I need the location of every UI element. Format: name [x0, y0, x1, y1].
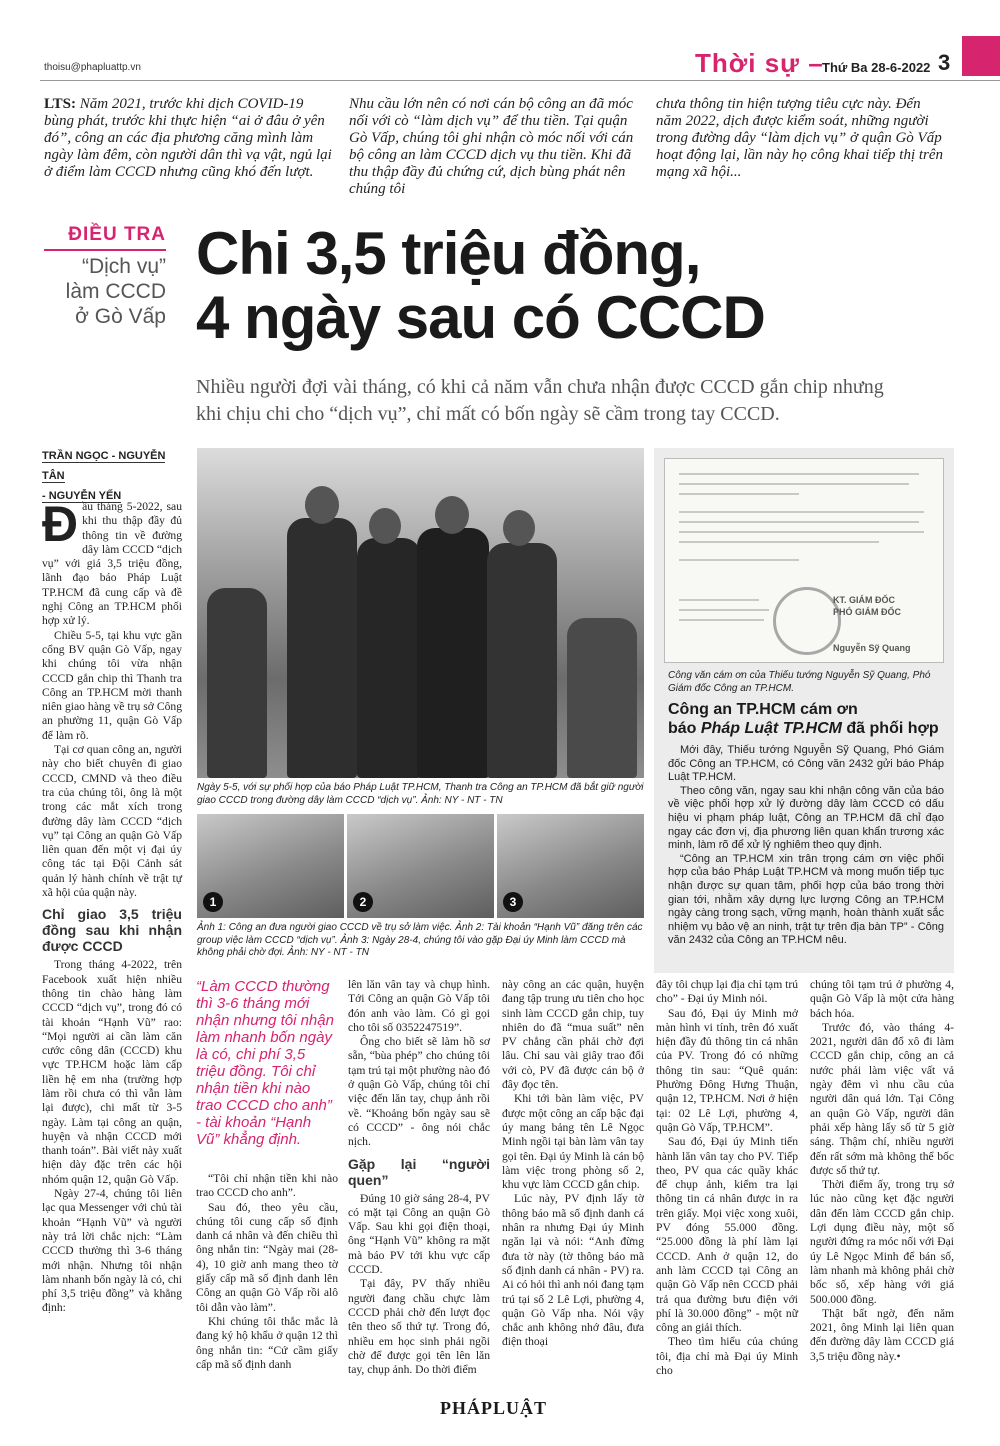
paragraph: “Công an TP.HCM xin trân trọng cám ơn việc phối hợp của báo Pháp Luật TP.HCM và mong muốn tiếp tục nhận được sự quan tâm, phối hợp của báo trong thời gian tới, nhằm xây dựng lực lượng Công an TP.HCM ngày càng trong sạch, vững mạnh, hoàn thành xuất sắc nhiệm vụ bảo vệ an ninh, trật tự trên địa bàn TP” - Công văn 2432 của Công an TP.HCM nêu.	[668, 852, 944, 947]
paragraph: Trong tháng 4-2022, trên Facebook xuất hiện nhiều thông tin chào hàng làm CCCD “dịch vụ”, trong đó có tài khoản “Hạnh Vũ” rao: “Mọi người ai cần làm căn cước công dân (CCCD) khu vực TP.HCM hoặc làm cấp liền hệ em nha (trường hợp làm rồi chưa có thì vẫn làm lại được), chi mất từ 3-5 ngày. Làm tại công an quận, huyện và nhận CCCD mới thanh toán”. Bài viết này xuất hiện dày đặc trên các hội nhóm quận 12, quận Gò Vấp.	[42, 958, 182, 1186]
photo-figure	[287, 518, 357, 778]
paragraph: Trước đó, vào tháng 4-2021, người dân đổ xô đi làm CCCD gắn chip, công an cả nước phải làm việc vất vả ngày đêm vì nhu cầu của người dân quá lớn. Tại Công an quận Gò Vấp, người dân phải xếp hàng lấy số từ 5 giờ sáng. Thậm chí, nhiều người đến rất sớm mà không thể bốc được số thứ tự.	[810, 1020, 954, 1177]
photo-figure-head	[503, 510, 535, 546]
series-title-line-1: “Dịch vụ”	[81, 255, 166, 278]
official-letter-photo	[664, 458, 944, 663]
paragraph: Ngày 27-4, chúng tôi liên lạc qua Messenger với chủ tài khoản “Hạnh Vũ” và người này trả lời chắc nịch: “Làm CCCD thường thì 3-6 tháng mới nhận. Nhưng tôi nhận làm nhanh bốn ngày là có, chi phí 3,5 triệu đồng” và khẳng định:	[42, 1187, 182, 1315]
photo-number-badge: 2	[353, 892, 373, 912]
paragraph: lên lăn vân tay và chụp hình. Tới Công an quận Gò Vấp tôi đón anh vào làm. Có gì gọi cho tôi số 0352247519”.	[348, 978, 490, 1034]
photo-figure	[487, 543, 557, 778]
photo-figure-head	[435, 496, 469, 534]
paragraph: Lúc này, PV định lấy tờ thông báo mã số định danh cá nhân ra nhưng Đại úy Minh ngăn lại và nói: “Anh đừng đưa tờ này (tờ thông báo mã số định danh cá nhân - PV) ra. Ai có hỏi thì anh nói đang tạm trú tại số 2 Lê Lợi, phường 4, quận Gò Vấp nha. Nói vậy chắc anh không nhớ đâu, đưa điện thoại	[502, 1192, 644, 1349]
document-text-line	[679, 483, 909, 485]
signer-title: PHÓ GIÁM ĐỐC	[833, 607, 902, 617]
headline-line-1: Chi 3,5 triệu đồng,	[196, 220, 701, 287]
headline	[196, 222, 765, 350]
box-title	[668, 700, 948, 738]
byline-line-2: - NGUYỄN YẾN	[42, 490, 122, 502]
paragraph: Tại cơ quan công an, người này cho biết chuyên đi giao CCCD, CMND và theo điều tra của chúng tôi, ông là một trong các mắt xích trong đường dây làm CCCD “dịch vụ” tại Công an quận Gò Vấp liên quan đến một vị đại úy công tác tại Đội Cảnh sát quản lý hành chính về trật tự xã hội của quận này.	[42, 743, 182, 900]
box-title-line-2	[668, 719, 948, 738]
photo-2	[347, 814, 494, 918]
series-title-line-2: làm CCCD	[65, 280, 166, 303]
document-text-line	[679, 511, 924, 513]
paragraph: Chiều 5-5, tại khu vực gần cổng BV quận Gò Vấp, ngay khi chúng tôi vừa nhận CCCD gắn chip thì Thanh tra Công an TP.HCM mời thanh niên giao hàng về trụ sở Công an phường 11, quận Gò Vấp để làm rõ.	[42, 628, 182, 742]
paragraph: Sau đó, Đại úy Minh tiến hành lăn vân tay cho PV. Tiếp theo, PV qua các quầy khác để chụp ảnh, kiểm tra lại thông tin cá nhân được in ra trên giấy. Mọi việc xong xuôi, PV đóng 55.000 đồng. “25.000 đồng là phí làm lại CCCD. Anh ở quận 12, do anh làm CCCD tại Công an quận Gò Vấp nên CCCD phải trả qua đường bưu điện với phí là 30.000 đồng” - một nữ công an giải thích.	[656, 1135, 798, 1335]
small-photos-caption: Ảnh 1: Công an đưa người giao CCCD về trụ sở làm việc. Ảnh 2: Tài khoản “Hạnh Vũ” đăng trên các group việc làm CCCD “dịch vụ”. Ảnh 3: Ngày 28-4, chúng tôi vào gặp Đại úy Minh làm CCCD mà không phải chờ đợi. Ảnh: NY - NT - TN	[197, 922, 643, 958]
paragraph: ầu tháng 5-2022, sau khi thu thập đầy đủ thông tin về đường dây làm CCCD “dịch vụ” với giá 3,5 triệu đồng, lãnh đạo báo Pháp Luật TP.HCM đã cung cấp và đề nghị Công an TP.HCM phối hợp xử lý.	[42, 500, 182, 628]
section-title: Thời sự –	[695, 48, 824, 78]
document-text-line	[679, 619, 764, 621]
signer-title: KT. GIÁM ĐỐC	[833, 595, 895, 605]
sapo: Nhiều người đợi vài tháng, có khi cả năm vẫn chưa nhận được CCCD gắn chip nhưng khi chịu chi cho “dịch vụ”, chỉ mất có bốn ngày sẽ cầm trong tay CCCD.	[196, 376, 884, 425]
document-text-line	[679, 521, 919, 523]
document-text-line	[679, 541, 879, 543]
main-photo	[197, 448, 644, 778]
photo-figure	[567, 618, 637, 778]
issue-date: Thứ Ba 28-6-2022	[822, 60, 931, 75]
photo-figure	[207, 588, 267, 778]
kicker	[44, 224, 166, 329]
photo-figure	[357, 538, 421, 778]
box-title-part: báo	[668, 720, 697, 737]
paragraph: Sau đó, theo yêu cầu, chúng tôi cung cấp số định danh cá nhân và đến chiều thì ông nhắn tin: “Ngày mai (28-4), 10 giờ anh mang theo tờ giấy cấp mã số định danh lên Công an quận Gò Vấp rồi alô tôi dẫn vào làm”.	[196, 1200, 338, 1314]
photo-number-badge: 1	[203, 892, 223, 912]
newspaper-logo: PHÁPLUẬT	[440, 1398, 547, 1418]
body-column-6	[810, 978, 954, 1364]
photo-figure	[417, 528, 489, 778]
newspaper-name: Pháp Luật TP.HCM	[700, 720, 842, 737]
document-text-line	[679, 493, 799, 495]
photo-figure-head	[305, 486, 339, 524]
paragraph: Theo tìm hiểu của chúng tôi, địa chỉ mà Đại úy Minh cho	[656, 1335, 798, 1378]
lts-column-1	[44, 96, 334, 181]
section-tab	[962, 36, 1000, 76]
lts-column-2: Nhu cầu lớn nên có nơi cán bộ công an đã móc nối với cò “làm dịch vụ” để thu tiền. Tại quận Gò Vấp, chúng tôi ghi nhận cò móc nối với cán bộ công an làm CCCD dịch vụ thu tiền. Khi đã thu thập đầy đủ chứng cứ, dịch bùng phát nên chúng tôi	[349, 96, 634, 197]
document-text-line	[679, 473, 919, 475]
kicker-tag: ĐIỀU TRA	[68, 224, 166, 245]
series-title-line-3: ở Gò Vấp	[75, 305, 166, 328]
document-text-line	[679, 559, 799, 561]
photo-figure-head	[369, 508, 401, 544]
paragraph: Tại đây, PV thấy nhiều người đang chầu chực làm CCCD phải chờ đến lượt đọc tên theo số thứ tự. Trong đó, nhiều em học sinh phải ngồi chờ để được gọi tên lên lăn tay, chụp ảnh. Do thời điểm	[348, 1277, 490, 1377]
paragraph: Thật bất ngờ, đến năm 2021, ông Minh lại liên quan đến đường dây làm CCCD giá 3,5 triệu đồng này.•	[810, 1306, 954, 1363]
paragraph: này công an các quận, huyện đang tập trung ưu tiên cho học sinh làm CCCD gắn chip, tuy nhiên do đã “mua suất” nên PV chẳng cần phải chờ đợi lâu. Chỉ sau vài giây trao đổi với cò, PV đã được cán bộ ở đây đọc tên.	[502, 978, 644, 1092]
box-photo-caption: Công văn cám ơn của Thiếu tướng Nguyễn Sỹ Quang, Phó Giám đốc Công an TP.HCM.	[668, 670, 931, 694]
photo-number-badge: 3	[503, 892, 523, 912]
body-column-3	[348, 978, 490, 1377]
paragraph: Sau đó, Đại úy Minh mở màn hình vi tính, trên đó xuất hiện đầy đủ thông tin cá nhân của PV. Trong đó có những thông tin sau: “Quê quán: Phường Đông Hưng Thuận, quận 12, TP.HCM. Nơi ở hiện tại: 02 Lê Lợi, phường 4, quận Gò Vấp, TP.HCM”.	[656, 1006, 798, 1134]
header-divider	[40, 80, 1000, 81]
paragraph: Ông cho biết sẽ làm hồ sơ sẵn, “bùa phép” cho chúng tôi tạm trú tại một phường nào đó ở quận Gò Vấp, chúng tôi chỉ việc đến lăn tay, chụp ảnh rồi về. “Khoảng bốn ngày sau sẽ có CCCD” - ông nói chắc nịch.	[348, 1035, 490, 1149]
paragraph: đây tôi chụp lại địa chỉ tạm trú cho” - Đại úy Minh nói.	[656, 978, 798, 1006]
lts-text-1: Năm 2021, trước khi dịch COVID-19 bùng phát, trước khi thực hiện “ai ở đâu ở yên đó”, công an các địa phương căng mình làm ngày làm đêm, còn người dân thì vạ vật, ngủ lại ở điểm làm CCCD nhưng cũng khó đến lượt.	[44, 96, 332, 180]
box-title-part: đã phối hợp	[846, 720, 939, 737]
photo-3	[497, 814, 644, 918]
paragraph: chúng tôi tạm trú ở phường 4, quận Gò Vấp là một cửa hàng bách hóa.	[810, 978, 954, 1020]
drop-cap: Đ	[42, 496, 79, 552]
byline-line-1: TRẦN NGỌC - NGUYỄN TÂN	[42, 450, 166, 482]
site-email: thoisu@phapluattp.vn	[44, 62, 141, 73]
paragraph: Theo công văn, ngay sau khi nhận công văn của báo về việc phối hợp xử lý đường dây làm CCCD có dấu hiệu vi phạm pháp luật, Công an TP.HCM đã chỉ đạo ngay các đơn vị, địa phương liên quan khẩn trương xác minh, làm rõ để xử lý nghiêm theo quy định.	[668, 784, 944, 852]
body-column-5	[656, 978, 798, 1378]
pull-quote: “Làm CCCD thường thì 3-6 tháng mới nhận nhưng tôi nhận làm nhanh bốn ngày là có, chi phí 3,5 triệu đồng. Tôi chỉ nhận tiền khi nào trao CCCD cho anh” - tài khoản “Hạnh Vũ” khẳng định.	[196, 978, 334, 1148]
box-body	[668, 744, 944, 948]
kicker-divider	[44, 249, 166, 251]
paragraph: Mới đây, Thiếu tướng Nguyễn Sỹ Quang, Phó Giám đốc Công an TP.HCM, có Công văn 2432 gửi báo Pháp Luật TP.HCM.	[668, 744, 944, 784]
document-text-line	[679, 599, 759, 601]
paragraph: “Tôi chỉ nhận tiền khi nào trao CCCD cho anh”.	[196, 1172, 338, 1200]
paragraph: Thời điểm ấy, trong trụ sở lúc nào cũng kẹt đặc người dân đến làm CCCD gắn chip. Lợi dụng điều này, một số người đứng ra móc nối với Đại úy Lê Ngọc Minh để bán số, làm nhanh mà không phải chờ bốc số, xếp hàng với giá 500.000 đồng.	[810, 1178, 954, 1306]
headline-line-2: 4 ngày sau có CCCD	[196, 284, 765, 351]
subhead: Chỉ giao 3,5 triệu đồng sau khi nhận được CCCD	[42, 906, 182, 955]
lts-label: LTS:	[44, 96, 76, 112]
paragraph: Đúng 10 giờ sáng 28-4, PV có mặt tại Công an quận Gò Vấp. Sau khi gọi điện thoại, ông “Hạnh Vũ” không ra mặt mà báo PV tới khu vực cấp CCCD.	[348, 1191, 490, 1277]
signer-name: Nguyễn Sỹ Quang	[833, 643, 911, 653]
body-column-2	[196, 1172, 338, 1372]
official-seal-icon	[773, 587, 841, 655]
document-text-line	[679, 609, 769, 611]
document-text-line	[679, 531, 924, 533]
subhead: Gặp lại “người quen”	[348, 1155, 490, 1188]
photo-1	[197, 814, 344, 918]
paragraph: Khi tới bàn làm việc, PV được một công an cấp bậc đại úy mang bảng tên Lê Ngọc Minh ngồi tại bàn làm vân tay gọi tên. Đại úy Minh là cán bộ làm việc trong phòng số 2, khu vực làm CCCD gắn chip.	[502, 1092, 644, 1192]
main-photo-caption: Ngày 5-5, với sự phối hợp của báo Pháp Luật TP.HCM, Thanh tra Công an TP.HCM đã bắt giữ người giao CCCD trong đường dây làm CCCD “dịch vụ”. Ảnh: NY - NT - TN	[197, 782, 644, 806]
page-number: 3	[938, 50, 951, 75]
body-column-4	[502, 978, 644, 1350]
box-title-line-1: Công an TP.HCM cám ơn	[668, 701, 858, 718]
lts-column-3: chưa thông tin hiện tượng tiêu cực này. Đến năm 2022, dịch được kiểm soát, những người trong đường dây “làm dịch vụ” ở quận Gò Vấp hoạt động lại, lần này họ công khai tiếp thị trên mạng xã hội...	[656, 96, 944, 180]
paragraph: Khi chúng tôi thắc mắc là đang ký hộ khẩu ở quận 12 thì ông nhắn tin: “Cứ cầm giấy cấp mã số định danh	[196, 1314, 338, 1371]
